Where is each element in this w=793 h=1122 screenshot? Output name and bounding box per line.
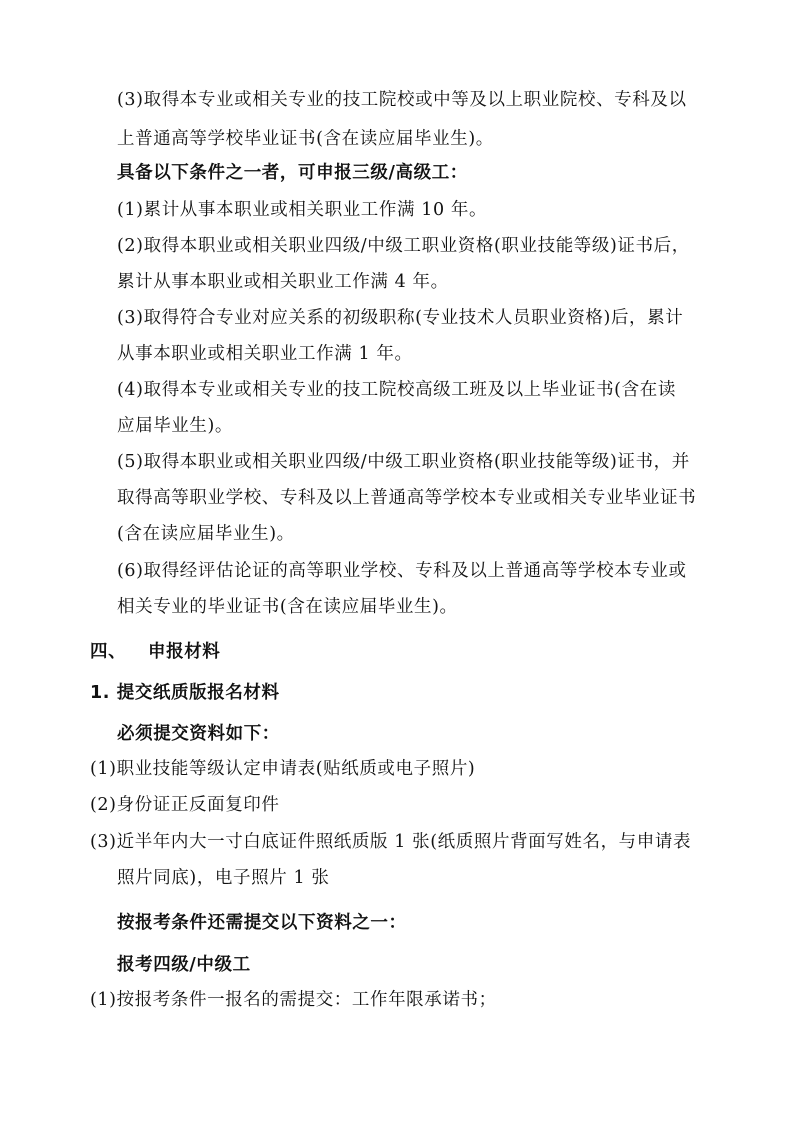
condition-line: (6)取得经评估论证的高等职业学校、专科及以上普通高等学校本专业或 — [117, 561, 687, 581]
required-materials-heading: 必须提交资料如下： — [117, 724, 280, 744]
level-four-heading: 报考四级/中级工 — [117, 955, 251, 975]
section-title: 申报材料 — [148, 642, 221, 662]
condition-line: 取得高等职业学校、专科及以上普通高等学校本专业或相关专业毕业证书 — [117, 488, 697, 508]
subsection-heading: 1. 提交纸质版报名材料 — [90, 683, 280, 703]
material-item: (1)按报考条件一报名的需提交：工作年限承诺书； — [90, 990, 497, 1010]
section-heading — [90, 640, 220, 664]
condition-line: (1)累计从事本职业或相关职业工作满 10 年。 — [117, 200, 488, 220]
condition-line: (3)取得符合专业对应关系的初级职称(专业技术人员职业资格)后，累计 — [117, 308, 684, 328]
section-number: 四、 — [90, 642, 127, 662]
condition-line: (4)取得本专业或相关专业的技工院校高级工班及以上毕业证书(含在读 — [117, 380, 676, 400]
condition-line: 上普通高等学校毕业证书(含在读应届毕业生)。 — [117, 129, 494, 149]
condition-line: 应届毕业生)。 — [117, 416, 234, 436]
condition-line: (3)取得本专业或相关专业的技工院校或中等及以上职业院校、专科及以 — [117, 90, 687, 110]
material-item: (3)近半年内大一寸白底证件照纸质版 1 张(纸质照片背面写姓名，与申请表 — [90, 832, 692, 852]
condition-line: (2)取得本职业或相关职业四级/中级工职业资格(职业技能等级)证书后， — [117, 236, 690, 256]
condition-line: 累计从事本职业或相关职业工作满 4 年。 — [117, 272, 449, 292]
additional-materials-heading: 按报考条件还需提交以下资料之一： — [117, 913, 407, 933]
condition-line: 从事本职业或相关职业工作满 1 年。 — [117, 344, 413, 364]
material-item: (1)职业技能等级认定申请表(贴纸质或电子照片) — [90, 759, 476, 779]
material-item: 照片同底)，电子照片 1 张 — [117, 868, 330, 888]
condition-line: (5)取得本职业或相关职业四级/中级工职业资格(职业技能等级)证书，并 — [117, 452, 690, 472]
level-three-heading: 具备以下条件之一者，可申报三级/高级工： — [117, 163, 468, 183]
material-item: (2)身份证正反面复印件 — [90, 795, 280, 815]
condition-line: 相关专业的毕业证书(含在读应届毕业生)。 — [117, 597, 458, 617]
condition-line: (含在读应届毕业生)。 — [117, 524, 295, 544]
